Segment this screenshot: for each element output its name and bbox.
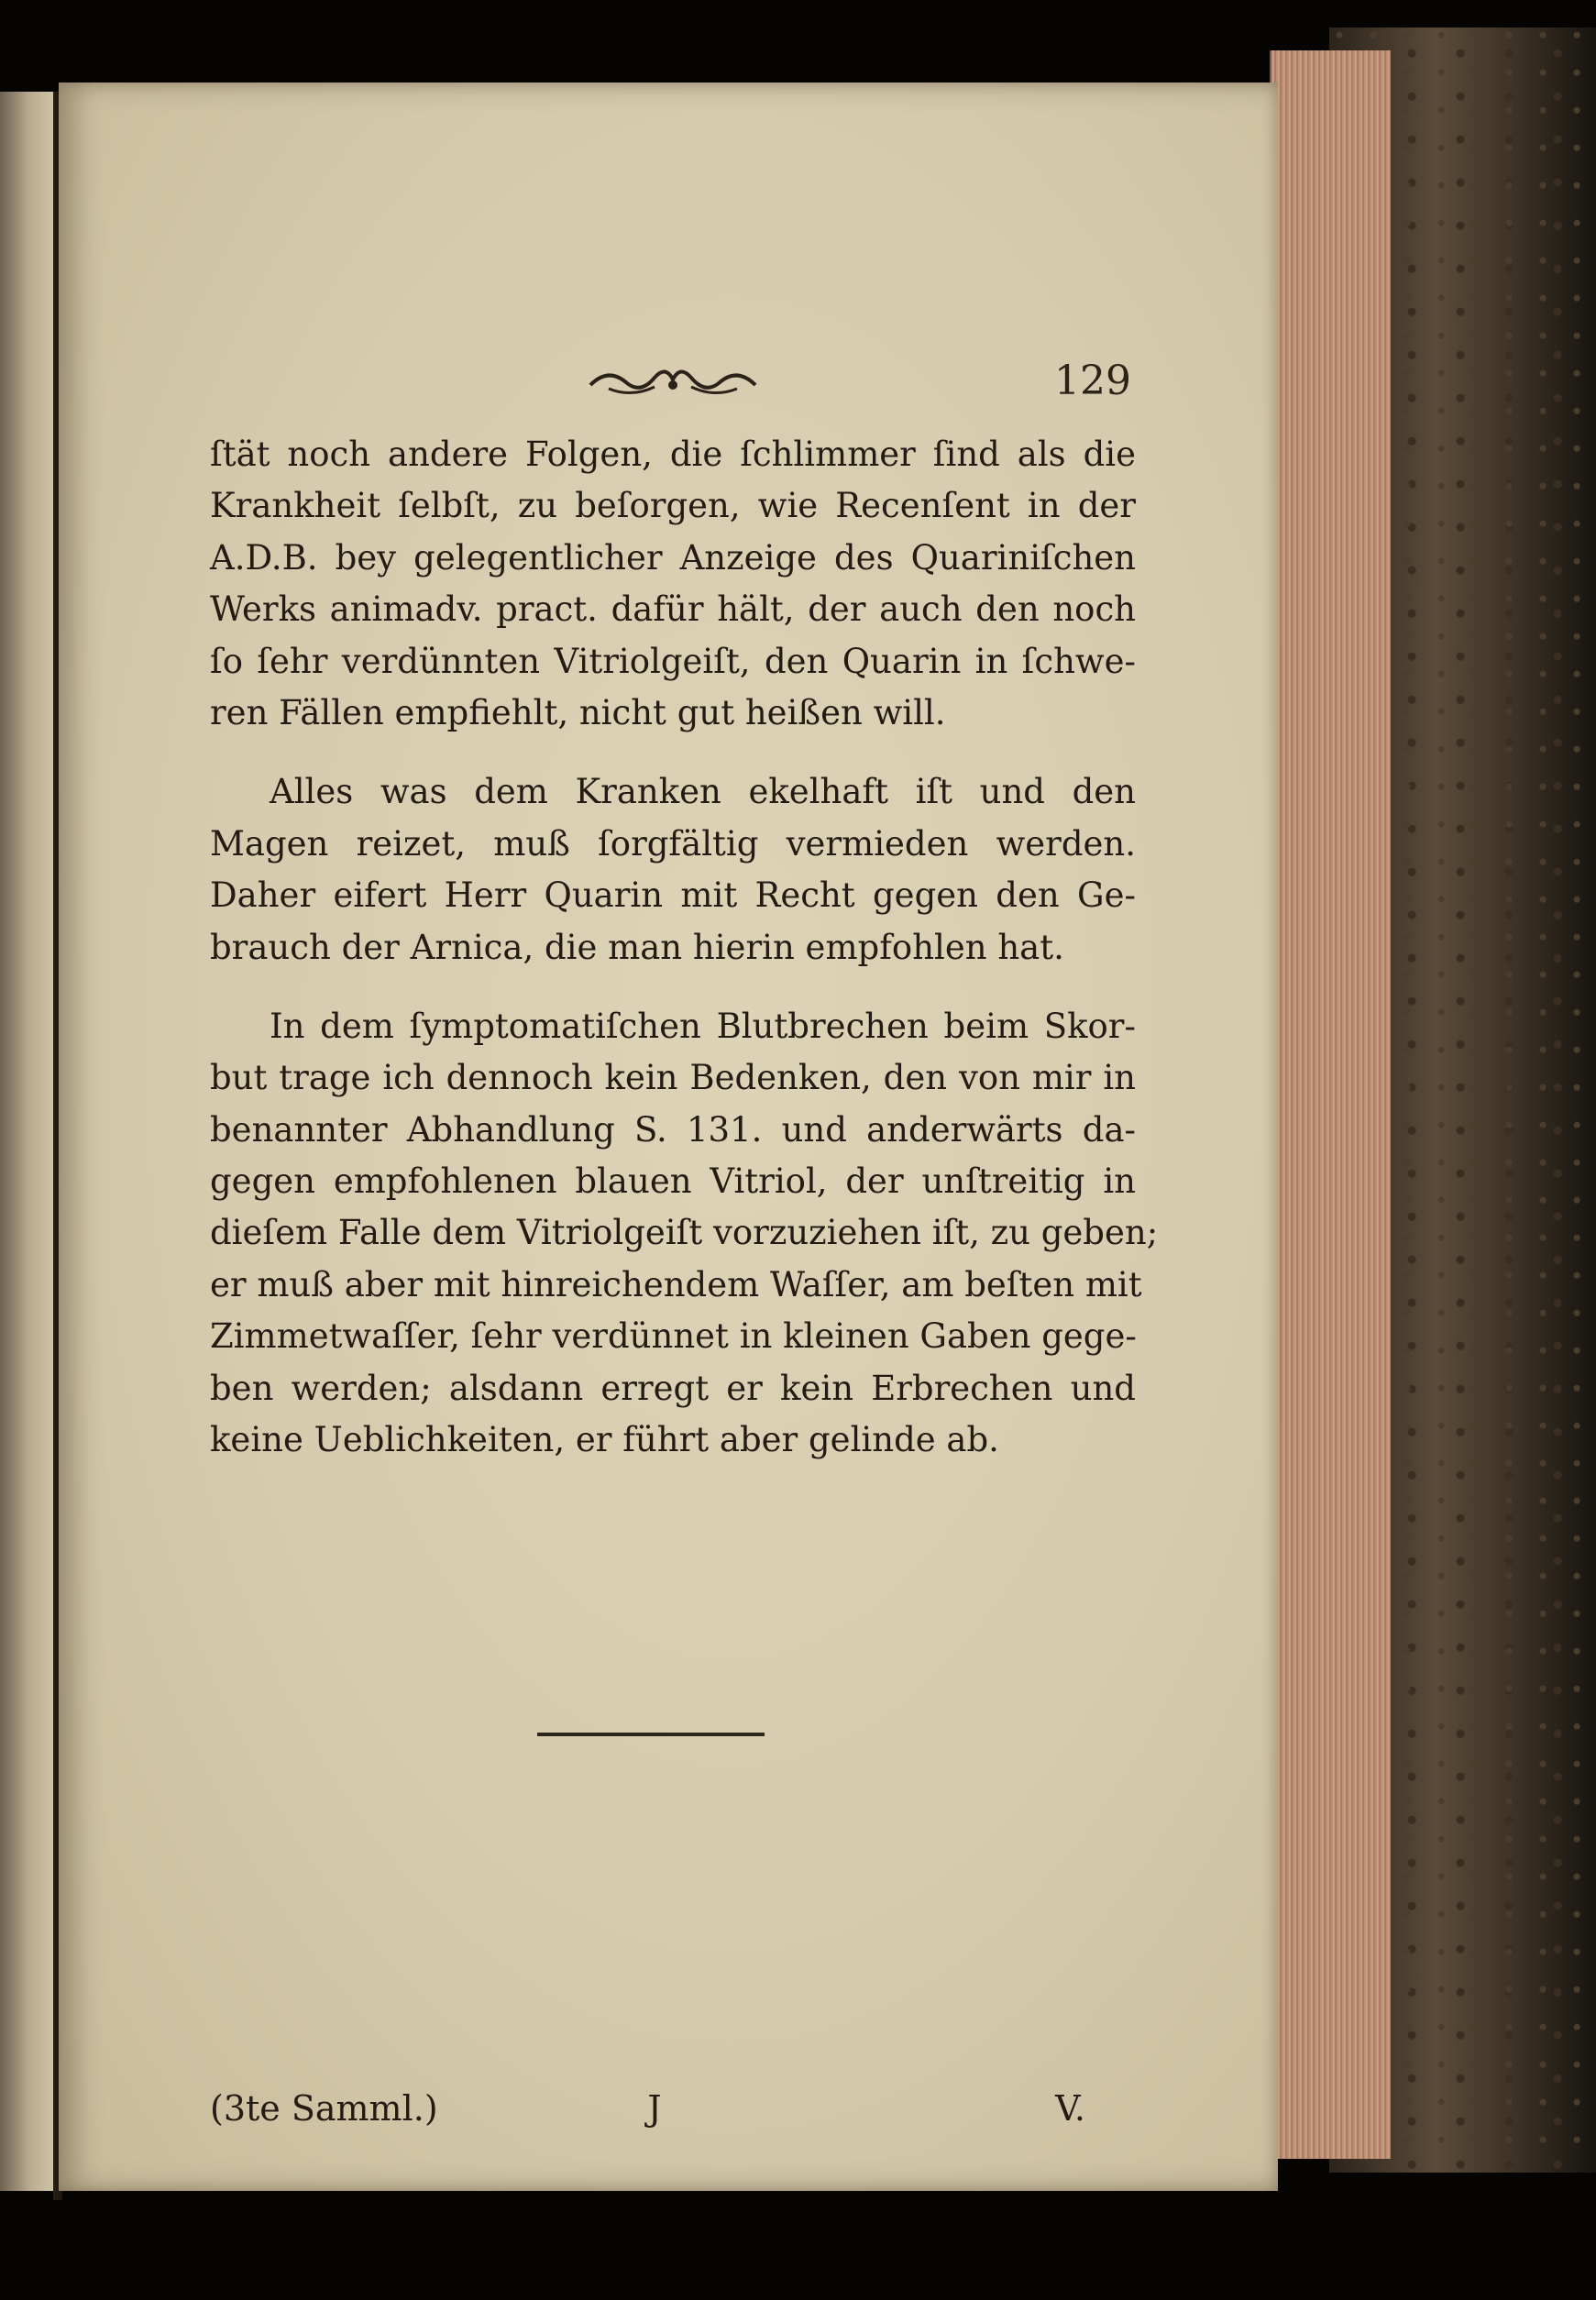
paragraph-gap bbox=[210, 739, 1136, 766]
text-line: A.D.B. bey gelegentlicher Anzeige des Quariniſchen bbox=[210, 537, 1136, 578]
text-line: Alles was dem Kranken ekelhaft iſt und den bbox=[270, 772, 1136, 812]
text-line: Krankheit ſelbſt, zu beſorgen, wie Recenſent in der bbox=[210, 486, 1136, 526]
paragraph bbox=[210, 766, 1136, 974]
left-page-edge bbox=[0, 92, 56, 2191]
text-line: Zimmetwaſſer, ſehr verdünnet in kleinen Gaben gege- bbox=[210, 1316, 1137, 1357]
text-line: ſtät noch andere Folgen, die ſchlimmer ſind als die bbox=[210, 435, 1136, 474]
text-line: brauch der Arnica, die man hierin empfohlen hat. bbox=[210, 927, 1064, 967]
text-line: but trage ich dennoch kein Bedenken, den von mir in bbox=[210, 1058, 1136, 1098]
text-line: ben werden; alsdann erregt er kein Erbrechen und bbox=[210, 1368, 1136, 1408]
text-line: Werks animadv. pract. dafür hält, der auch den noch bbox=[210, 589, 1136, 630]
text-line: keine Ueblichkeiten, er führt aber gelinde ab. bbox=[210, 1420, 999, 1460]
text-line: gegen empfohlenen blauen Vitriol, der unſtreitig in bbox=[210, 1161, 1136, 1202]
text-line: ſo ſehr verdünnten Vitriolgeiſt, den Quarin in ſchwe- bbox=[210, 641, 1136, 681]
paragraph bbox=[210, 429, 1136, 739]
paragraph bbox=[210, 1001, 1159, 1467]
text-line: benannter Abhandlung S. 131. und anderwärts da- bbox=[210, 1109, 1136, 1150]
page-edges bbox=[1270, 50, 1391, 2159]
book-page bbox=[59, 83, 1278, 2191]
signature-mark: (3te Samml.) bbox=[210, 2088, 438, 2129]
headpiece-ornament-icon bbox=[581, 358, 765, 403]
paragraph-gap bbox=[210, 974, 1136, 1001]
body-text bbox=[210, 429, 1159, 1466]
catchword: V. bbox=[1055, 2088, 1085, 2129]
text-line: er muß aber mit hinreichendem Waſſer, am beſten mit bbox=[210, 1264, 1142, 1304]
text-line: Daher eifert Herr Quarin mit Recht gegen den Ge- bbox=[210, 875, 1136, 916]
text-line: ren Fällen empfiehlt, nicht gut heißen will. bbox=[210, 692, 946, 732]
text-line: Magen reizet, muß ſorgfältig vermieden werden. bbox=[210, 823, 1136, 864]
text-line: dieſem Falle dem Vitriolgeiſt vorzuziehen iſt, zu geben; bbox=[210, 1213, 1159, 1253]
gathering-letter: J bbox=[647, 2088, 662, 2129]
page-number: 129 bbox=[1054, 358, 1131, 404]
section-rule bbox=[537, 1733, 765, 1736]
text-line: In dem ſymptomatiſchen Blutbrechen beim Skor- bbox=[270, 1006, 1136, 1046]
